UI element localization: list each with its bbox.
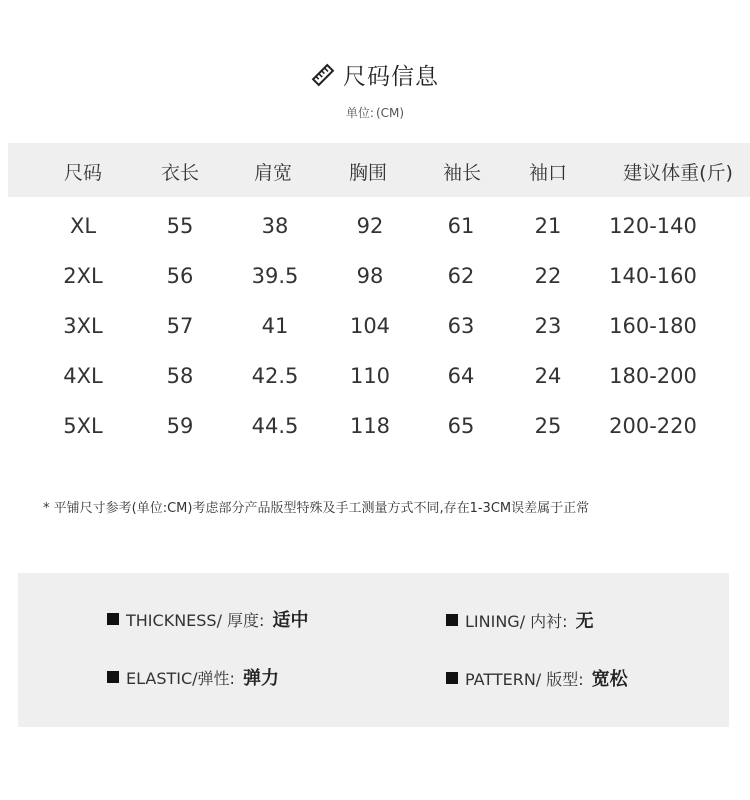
table-cell: 59 — [166, 414, 194, 438]
table-cell: 38 — [261, 214, 289, 238]
table-cell: 200-220 — [609, 414, 697, 438]
table-cell: 118 — [349, 414, 391, 438]
attr-label: PATTERN/ 版型: — [465, 669, 584, 689]
table-cell: 5XL — [63, 414, 103, 438]
attr-value: 无 — [575, 611, 594, 632]
table-cell: 180-200 — [609, 364, 697, 388]
attr-lining — [446, 607, 594, 633]
table-cell: 120-140 — [609, 214, 697, 238]
table-cell: 4XL — [63, 364, 103, 388]
table-cell: 39.5 — [251, 264, 299, 288]
table-cell: 57 — [166, 314, 194, 338]
square-bullet-icon — [107, 671, 119, 683]
attr-value: 适中 — [272, 610, 309, 631]
header-size: 尺码 — [63, 162, 103, 184]
table-cell: 63 — [447, 314, 475, 338]
table-cell: 104 — [349, 314, 391, 338]
table-cell: 160-180 — [609, 314, 697, 338]
attr-pattern — [446, 665, 628, 691]
title-line — [311, 58, 439, 91]
table-cell: 64 — [447, 364, 475, 388]
attr-label: ELASTIC/弹性: — [126, 668, 235, 688]
attr-thickness — [107, 606, 308, 632]
table-cell: 92 — [356, 214, 384, 238]
table-cell: 41 — [261, 314, 289, 338]
attributes-panel — [18, 573, 729, 727]
attr-label: THICKNESS/ 厚度: — [126, 610, 265, 630]
title-section — [0, 58, 750, 91]
table-cell: XL — [69, 214, 97, 238]
attr-value: 宽松 — [591, 669, 628, 690]
page-title: 尺码信息 — [343, 64, 439, 90]
header-shoulder: 肩宽 — [253, 162, 293, 184]
table-cell: 61 — [447, 214, 475, 238]
header-sleeve-length: 袖长 — [442, 162, 482, 184]
ruler-icon — [311, 63, 335, 87]
measurement-note: * 平铺尺寸参考(单位:CM)考虑部分产品版型特殊及手工测量方式不同,存在1-3CM误差属于正常 — [43, 501, 590, 516]
table-cell: 110 — [349, 364, 391, 388]
header-length: 衣长 — [160, 162, 200, 184]
unit-value: (CM) — [375, 106, 405, 120]
square-bullet-icon — [446, 672, 458, 684]
attr-label: LINING/ 内衬: — [465, 611, 568, 631]
table-cell: 25 — [534, 414, 562, 438]
header-weight: 建议体重(斤) — [623, 162, 733, 184]
table-cell: 56 — [166, 264, 194, 288]
unit-line — [0, 104, 750, 121]
table-cell: 62 — [447, 264, 475, 288]
table-cell: 140-160 — [609, 264, 697, 288]
table-cell: 3XL — [63, 314, 103, 338]
header-cuff: 袖口 — [528, 162, 568, 184]
attr-value: 弹力 — [242, 668, 279, 689]
table-cell: 44.5 — [251, 414, 299, 438]
table-cell: 23 — [534, 314, 562, 338]
attr-elastic — [107, 664, 279, 690]
unit-label: 单位: — [345, 106, 374, 120]
table-cell: 65 — [447, 414, 475, 438]
square-bullet-icon — [446, 614, 458, 626]
table-cell: 42.5 — [251, 364, 299, 388]
square-bullet-icon — [107, 613, 119, 625]
table-cell: 58 — [166, 364, 194, 388]
table-cell: 22 — [534, 264, 562, 288]
table-cell: 55 — [166, 214, 194, 238]
table-cell: 21 — [534, 214, 562, 238]
header-chest: 胸围 — [348, 162, 388, 184]
table-cell: 24 — [534, 364, 562, 388]
table-cell: 2XL — [63, 264, 103, 288]
table-cell: 98 — [356, 264, 384, 288]
